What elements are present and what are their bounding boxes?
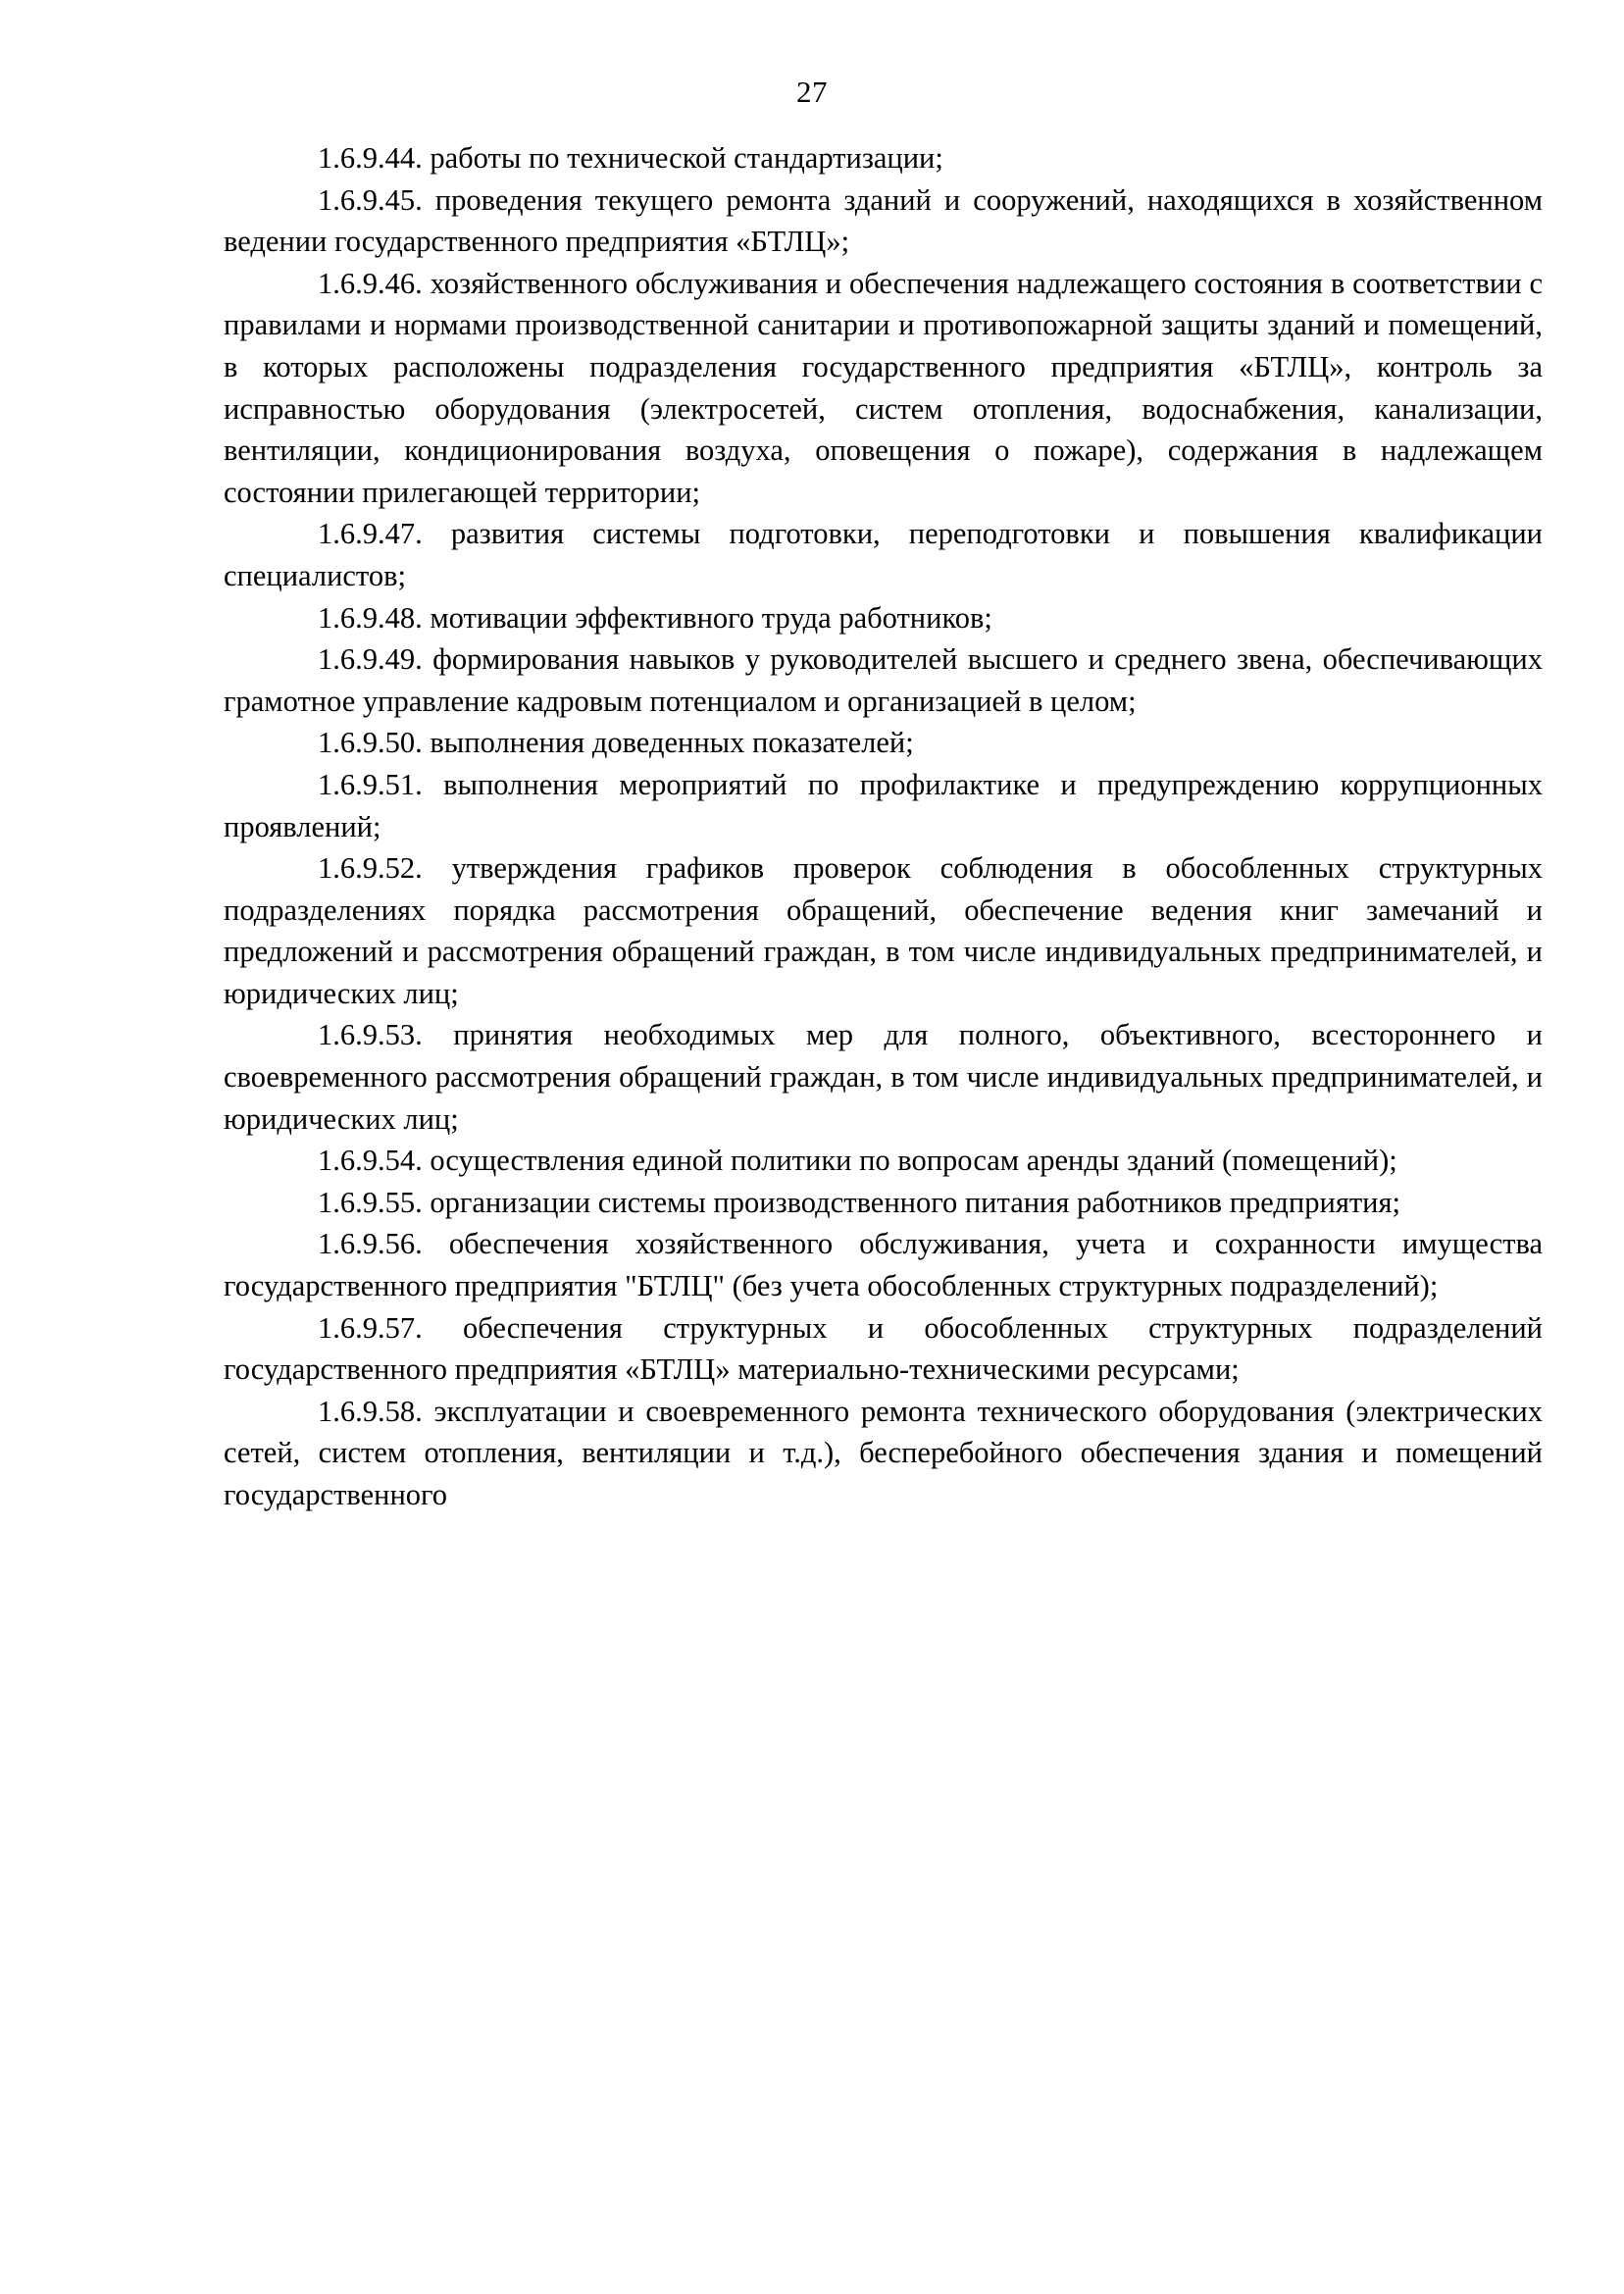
paragraph-1-6-9-52: 1.6.9.52. утверждения графиков проверок соблюдения в обособленных структурных подразделениях порядка рассмотрения обращений, обеспечение ведения книг замечаний и предложений и рассмотрения обращений граждан, в том числе индивидуальных предпринимателей, и юридических лиц; — [224, 851, 1543, 1010]
paragraph-1-6-9-44: 1.6.9.44. работы по технической стандартизации; — [318, 141, 943, 175]
paragraph-1-6-9-56: 1.6.9.56. обеспечения хозяйственного обслуживания, учета и сохранности имущества государственного предприятия "БТЛЦ" (без учета обособленных структурных подразделений); — [224, 1227, 1543, 1303]
paragraph-1-6-9-53: 1.6.9.53. принятия необходимых мер для полного, объективного, всестороннего и своевременного рассмотрения обращений граждан, в том числе индивидуальных предпринимателей, и юридических лиц; — [224, 1018, 1543, 1136]
paragraph-1-6-9-55: 1.6.9.55. организации системы производственного питания работников предприятия; — [318, 1185, 1401, 1219]
paragraph-1-6-9-51: 1.6.9.51. выполнения мероприятий по профилактике и предупреждению коррупционных проявлений; — [224, 767, 1543, 843]
paragraph-1-6-9-45: 1.6.9.45. проведения текущего ремонта зданий и сооружений, находящихся в хозяйственном ведении государственного предприятия «БТЛЦ»; — [224, 182, 1543, 259]
document-body — [224, 137, 1543, 1516]
paragraph-1-6-9-57: 1.6.9.57. обеспечения структурных и обособленных структурных подразделений государственного предприятия «БТЛЦ» материально-техническими ресурсами; — [224, 1310, 1543, 1387]
page-number: 27 — [796, 75, 828, 109]
paragraph-1-6-9-49: 1.6.9.49. формирования навыков у руководителей высшего и среднего звена, обеспечивающих грамотное управление кадровым потенциалом и организацией в целом; — [224, 642, 1543, 718]
paragraph-1-6-9-48: 1.6.9.48. мотивации эффективного труда работников; — [318, 600, 992, 635]
paragraph-1-6-9-50: 1.6.9.50. выполнения доведенных показателей; — [318, 726, 914, 760]
paragraph-1-6-9-54: 1.6.9.54. осуществления единой политики по вопросам аренды зданий (помещений); — [318, 1144, 1397, 1178]
paragraph-1-6-9-58: 1.6.9.58. эксплуатации и своевременного ремонта технического оборудования (электрических сетей, систем отопления, вентиляции и т.д.), бесперебойного обеспечения здания и помещений государственного — [224, 1394, 1543, 1511]
paragraph-1-6-9-47: 1.6.9.47. развития системы подготовки, переподготовки и повышения квалификации специалистов; — [224, 517, 1543, 592]
paragraph-1-6-9-46: 1.6.9.46. хозяйственного обслуживания и обеспечения надлежащего состояния в соответствии с правилами и нормами производственной санитарии и противопожарной защиты зданий и помещений, в которых расположены подразделения государственного предприятия «БТЛЦ», контроль за исправностью оборудования (электросетей, систем отопления, водоснабжения, канализации, вентиляции, кондиционирования воздуха, оповещения о пожаре), содержания в надлежащем состоянии прилегающей территории; — [224, 266, 1543, 509]
